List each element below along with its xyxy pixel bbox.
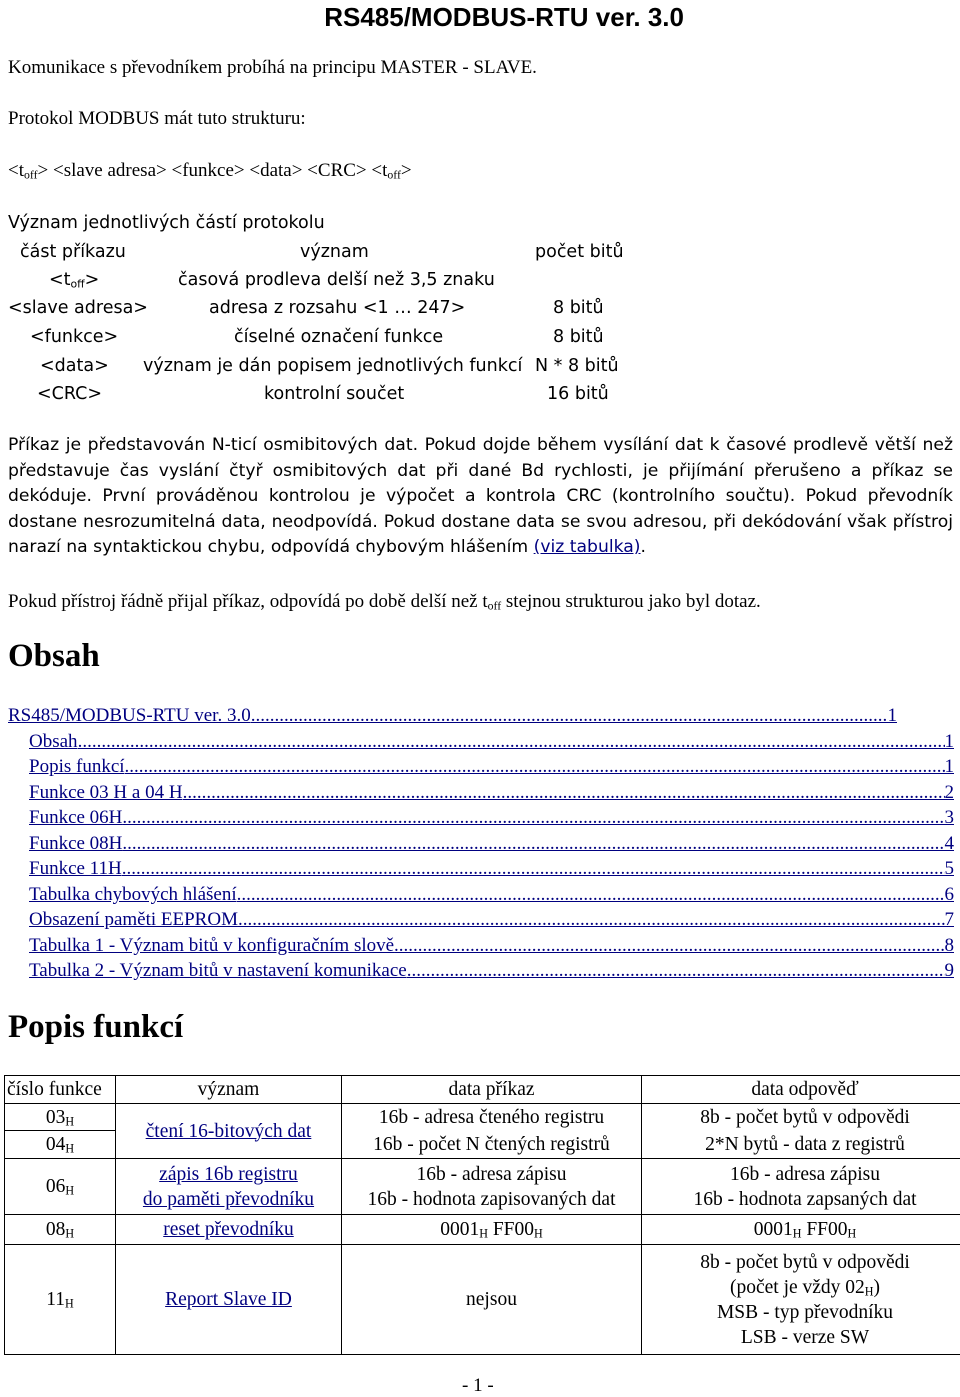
header-function-number: číslo funkce bbox=[5, 1076, 116, 1104]
command-data: 16b - adresa zápisu 16b - hodnota zapisovaných dat bbox=[342, 1159, 642, 1215]
response-data: 8b - počet bytů v odpovědi bbox=[642, 1104, 960, 1131]
command-data: $0001_H$ $FF00_H$ bbox=[342, 1215, 642, 1245]
functions-heading: Popis funkcí bbox=[8, 1009, 183, 1046]
page-title: RS485/MODBUS-RTU ver. 3.0 bbox=[324, 2, 684, 33]
table-row bbox=[5, 1245, 960, 1355]
toc-item[interactable]: Funkce 03 H a 04 H ..... 2 bbox=[29, 780, 954, 805]
protocol-table-caption: Význam jednotlivých částí protokolu bbox=[8, 213, 325, 233]
response-paragraph: Pokud přístroj řádně přijal příkaz, odpovídá po době delší než $t_{off}$ stejnou strukturou jako byl dotaz. bbox=[8, 591, 761, 613]
toc-item[interactable]: Funkce 11H ..... 5 bbox=[29, 856, 954, 881]
command-data: 16b - počet N čtených registrů bbox=[342, 1131, 642, 1159]
protocol-row-meaning: číselné označení funkce bbox=[234, 327, 443, 347]
page-number: - 1 - bbox=[462, 1375, 494, 1397]
protocol-row-meaning: význam je dán popisem jednotlivých funkcí bbox=[143, 356, 522, 376]
response-data: 2*N bytů - data z registrů bbox=[642, 1131, 960, 1159]
protocol-intro: Protokol MODBUS mát tuto strukturu: bbox=[8, 108, 306, 130]
function-number: $04_H$ bbox=[5, 1131, 116, 1159]
toc-item[interactable]: Funkce 06H ..... 3 bbox=[29, 805, 954, 830]
toc-item[interactable]: Funkce 08H ..... 4 bbox=[29, 831, 954, 856]
table-row bbox=[5, 1104, 960, 1131]
table-header-row bbox=[5, 1076, 960, 1104]
protocol-header-bits: počet bitů bbox=[535, 242, 624, 262]
toc-item[interactable]: Tabulka chybových hlášení ..... 6 bbox=[29, 882, 954, 907]
toc-item[interactable]: Popis funkcí ..... 1 bbox=[29, 754, 954, 779]
toc-item[interactable]: Tabulka 2 - Význam bitů v nastavení komunikace ..... 9 bbox=[29, 958, 954, 983]
function-link[interactable]: reset převodníku bbox=[163, 1219, 294, 1240]
toc-heading: Obsah bbox=[8, 638, 100, 675]
function-link[interactable]: do paměti převodníku bbox=[143, 1189, 314, 1210]
toc-item[interactable]: RS485/MODBUS-RTU ver. 3.0 ..... 1 bbox=[8, 703, 897, 728]
function-number: $03_H$ bbox=[5, 1104, 116, 1131]
header-response-data: data odpověď bbox=[642, 1076, 960, 1104]
function-meaning bbox=[116, 1104, 342, 1159]
protocol-row-part: <slave adresa> bbox=[8, 298, 148, 318]
header-command-data: data příkaz bbox=[342, 1076, 642, 1104]
protocol-row-bits: 8 bitů bbox=[553, 327, 604, 347]
header-meaning: význam bbox=[116, 1076, 342, 1104]
protocol-row-bits: 16 bitů bbox=[547, 384, 609, 404]
protocol-row-meaning: adresa z rozsahu <1 … 247> bbox=[209, 298, 465, 318]
protocol-structure: $<t_{off}>$ <slave adresa> <funkce> <data> $<CRC> <t_{off}>$ bbox=[8, 160, 412, 182]
command-data: nejsou bbox=[342, 1245, 642, 1355]
response-data: $0001_H$ $FF00_H$ bbox=[642, 1215, 960, 1245]
protocol-row-meaning: kontrolní součet bbox=[264, 384, 404, 404]
function-link[interactable]: Report Slave ID bbox=[165, 1289, 292, 1310]
function-link[interactable]: zápis 16b registru bbox=[159, 1164, 298, 1185]
response-data: 8b - počet bytů v odpovědi (počet je vždy $02_H$) MSB - typ převodníku LSB - verze SW bbox=[642, 1245, 960, 1355]
function-link[interactable]: čtení 16-bitových dat bbox=[146, 1121, 312, 1142]
description-paragraph: Příkaz je představován N-ticí osmibitových dat. Pokud dojde během vysílání dat k časové prodlevě větší než představuje čas vyslání čtyř osmibitových dat při dané Bd rychlosti, je přijímání přerušeno a příkaz se dekóduje. První prováděnou kontrolou je výpočet a kontrola CRC (kontrolního součtu). Pokud převodník dostane nesrozumitelná data, neodpovídá. Pokud dostane data se svou adresou, při dekódování však přístroj narazí na syntaktickou chybu, odpovídá chybovým hlášením (viz tabulka). bbox=[8, 433, 953, 561]
response-data: 16b - adresa zápisu 16b - hodnota zapsaných dat bbox=[642, 1159, 960, 1215]
error-table-link[interactable]: (viz tabulka) bbox=[534, 537, 641, 557]
intro-text: Komunikace s převodníkem probíhá na principu MASTER - SLAVE. bbox=[8, 57, 537, 79]
protocol-row-part: <CRC> bbox=[37, 384, 102, 404]
function-meaning bbox=[116, 1245, 342, 1355]
protocol-row-meaning: časová prodleva delší než 3,5 znaku bbox=[178, 270, 495, 290]
protocol-row-bits: N * 8 bitů bbox=[535, 356, 619, 376]
command-data: 16b - adresa čteného registru bbox=[342, 1104, 642, 1131]
protocol-row-part: <funkce> bbox=[30, 327, 118, 347]
protocol-row-part: <data> bbox=[40, 356, 109, 376]
protocol-header-part: část příkazu bbox=[20, 242, 126, 262]
protocol-row-bits: 8 bitů bbox=[553, 298, 604, 318]
function-meaning bbox=[116, 1215, 342, 1245]
functions-table bbox=[4, 1075, 960, 1355]
function-meaning bbox=[116, 1159, 342, 1215]
function-number: $06_H$ bbox=[5, 1159, 116, 1215]
function-number: $11_H$ bbox=[5, 1245, 116, 1355]
toc-item[interactable]: Tabulka 1 - Význam bitů v konfiguračním slově ..... 8 bbox=[29, 933, 954, 958]
protocol-row-part: $<t_{off}>$ bbox=[49, 270, 99, 290]
toc-item[interactable]: Obsazení paměti EEPROM ..... 7 bbox=[29, 907, 954, 932]
protocol-header-meaning: význam bbox=[300, 242, 369, 262]
function-number: $08_H$ bbox=[5, 1215, 116, 1245]
table-row bbox=[5, 1215, 960, 1245]
toc-item[interactable]: Obsah ..... 1 bbox=[29, 729, 954, 754]
table-row bbox=[5, 1159, 960, 1215]
